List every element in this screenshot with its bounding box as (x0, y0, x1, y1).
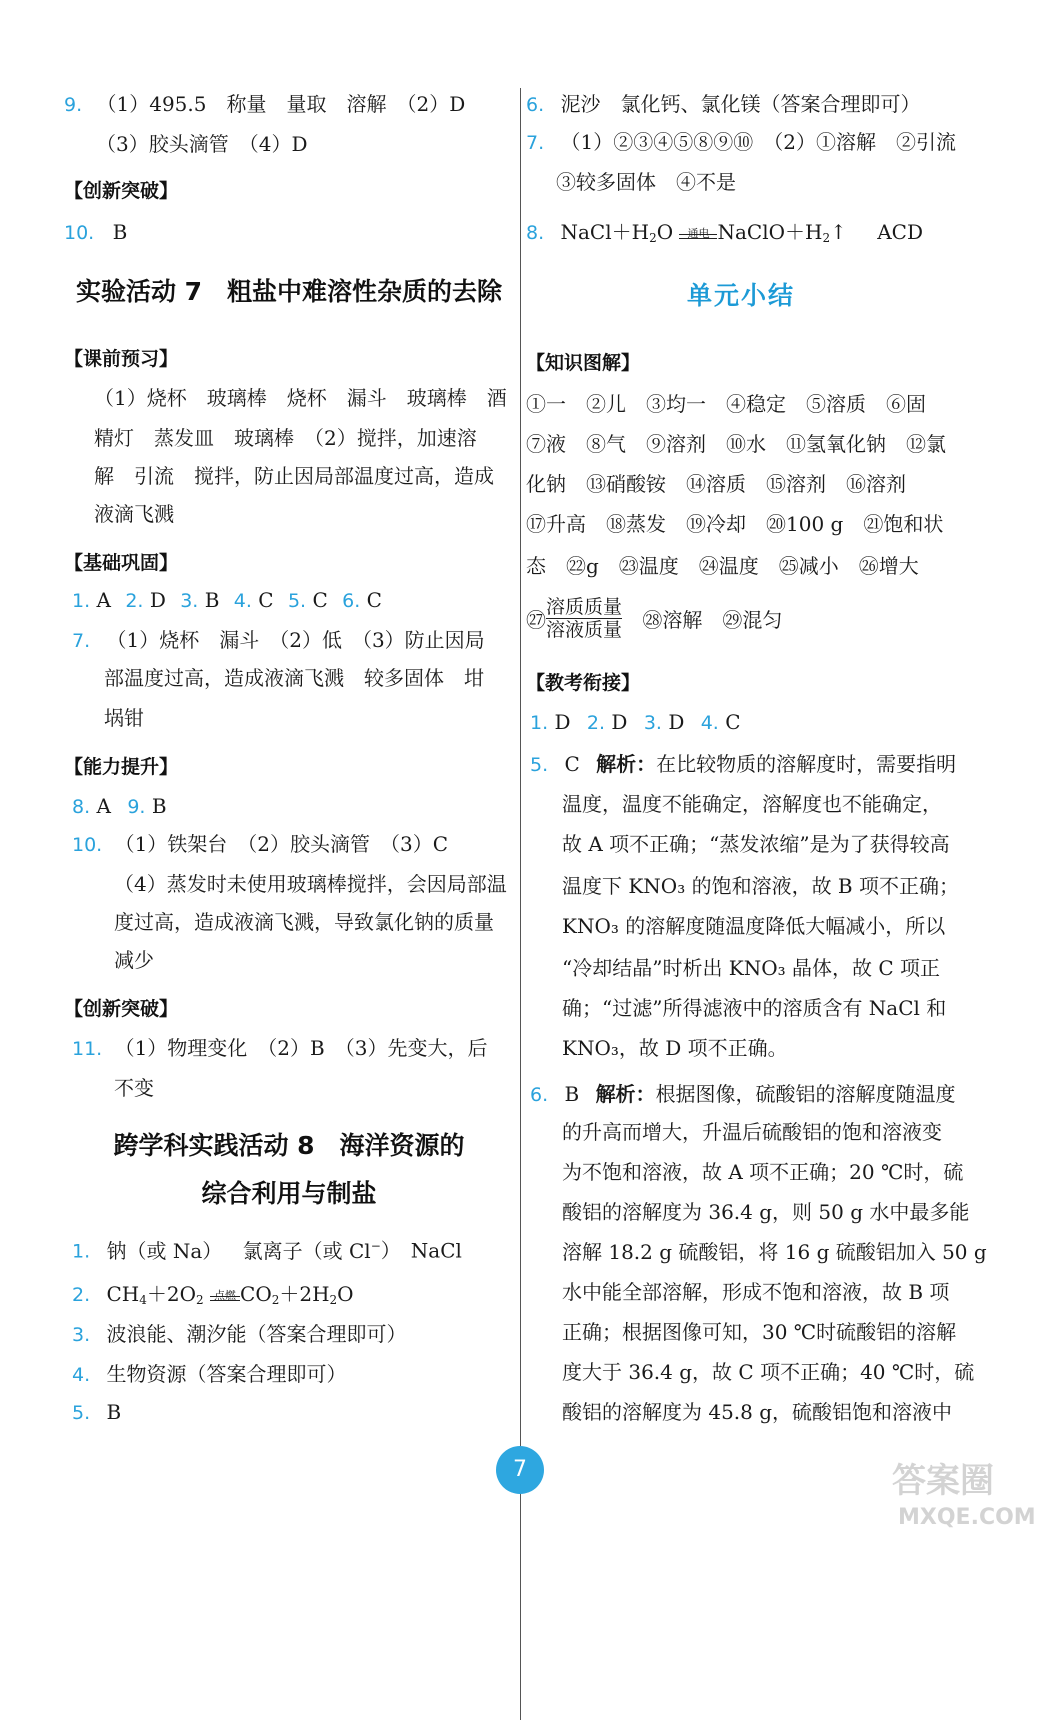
e5-line7: 确；“过滤”所得滤液中的溶质含有 NaCl 和 (562, 996, 947, 1020)
e5-line2: 温度，温度不能确定，溶解度也不能确定， (562, 792, 942, 816)
reaction-condition-ignite: 点燃 (210, 1290, 240, 1301)
e6-line1: 6. B 解析：根据图像，硫酸铝的溶解度随温度 (530, 1082, 956, 1106)
heading-activity-8-line1: 跨学科实践活动 8 海洋资源的 (113, 1131, 465, 1160)
e5-line5: KNO₃ 的溶解度随温度降低大幅减小，所以 (562, 914, 946, 938)
q11-line2: 不变 (114, 1076, 154, 1100)
e5-line4: 温度下 KNO₃ 的饱和溶液，故 B 项不正确； (562, 874, 959, 898)
basic-answers: 1. A 2. D 3. B 4. C 5. C 6. C (72, 588, 382, 612)
e5-line1: 5. C 解析：在比较物质的溶解度时，需要指明 (530, 752, 957, 776)
q10b-line3: 度过高，造成液滴飞溅，导致氯化钠的质量 (114, 910, 494, 934)
knowledge-line-5: 态 ㉒g ㉓温度 ㉔温度 ㉕减小 ㉖增大 (526, 554, 919, 578)
r6: 6. 泥沙 氯化钙、氯化镁（答案合理即可） (526, 92, 921, 116)
preview-line-3: 解 引流 搅拌，防止因局部温度过高，造成 (94, 464, 494, 488)
page-number: 7 (496, 1446, 544, 1494)
preview-line-1: （1）烧杯 玻璃棒 烧杯 漏斗 玻璃棒 酒 (94, 386, 507, 410)
section-basic: 【基础巩固】 (64, 552, 179, 574)
e5-line3: 故 A 项不正确；“蒸发浓缩”是为了获得较高 (562, 832, 950, 856)
q11-line1: 11. （1）物理变化 （2）B （3）先变大，后 (72, 1036, 488, 1060)
p4: 4. 生物资源（答案合理即可） (72, 1362, 347, 1386)
section-preview: 【课前预习】 (64, 348, 179, 370)
e5-line6: “冷却结晶”时析出 KNO₃ 晶体，故 C 项正 (562, 956, 941, 980)
e6-line4: 酸铝的溶解度为 36.4 g，则 50 g 水中最多能 (562, 1200, 970, 1224)
q10b-line2: （4）蒸发时未使用玻璃棒搅拌，会因局部温 (114, 872, 507, 896)
knowledge-line-6: ㉗ $\frac{\text{溶质质量}}{\text{溶液质量}}$ ㉘溶解 ㉙混匀 (526, 596, 783, 641)
reaction-condition-electrolysis: 通电 (679, 228, 717, 239)
p1: 1. 钠（或 Na） 氯离子（或 Cl−） NaCl (72, 1238, 462, 1263)
unit-summary-title: 单元小结 (686, 281, 795, 310)
p2-equation: 2. $CH_4+2O_2$ 点燃 $CO_2+2H_2O$ (72, 1282, 354, 1307)
heading-activity-8-line2: 综合利用与制盐 (201, 1179, 377, 1208)
r7-line2: ③较多固体 ④不是 (556, 170, 736, 194)
e6-line2: 的升高而增大，升温后硫酸铝的饱和溶液变 (562, 1120, 942, 1144)
preview-line-2: 精灯 蒸发皿 玻璃棒 （2）搅拌，加速溶 (94, 426, 477, 450)
knowledge-line-2: ⑦液 ⑧气 ⑨溶剂 ⑩水 ⑪氢氧化钠 ⑫氯 (526, 432, 946, 456)
e6-line3: 为不饱和溶液，故 A 项不正确；20 ℃时，硫 (562, 1160, 964, 1184)
section-innovation-2: 【创新突破】 (64, 998, 179, 1020)
knowledge-line-4: ⑰升高 ⑱蒸发 ⑲冷却 ⑳100 g ㉑饱和状 (526, 512, 944, 536)
r8-equation: 8. $NaCl+H_2O$ 通电 $NaClO+H_2↑$ ACD (526, 220, 923, 245)
p3: 3. 波浪能、潮汐能（答案合理即可） (72, 1322, 407, 1346)
e6-line6: 水中能全部溶解，形成不饱和溶液，故 B 项 (562, 1280, 950, 1304)
q9-line2: （3）胶头滴管 （4）D (96, 132, 308, 156)
e6-line7: 正确；根据图像可知，30 ℃时硫酸铝的溶解 (562, 1320, 957, 1344)
e6-line5: 溶解 18.2 g 硫酸铝，将 16 g 硫酸铝加入 50 g (562, 1240, 987, 1264)
q7-line2: 部温度过高，造成液滴飞溅 较多固体 坩 (104, 666, 484, 690)
r7-line1: 7. （1）②③④⑤⑧⑨⑩ （2）①溶解 ②引流 (526, 130, 956, 154)
e6-line8: 度大于 36.4 g，故 C 项不正确；40 ℃时，硫 (562, 1360, 975, 1384)
q7-line1: 7. （1）烧杯 漏斗 （2）低 （3）防止因局 (72, 628, 485, 652)
watermark-text: 答案圈 (892, 1461, 994, 1501)
p5: 5. B (72, 1400, 122, 1424)
knowledge-line-3: 化钠 ⑬硝酸铵 ⑭溶质 ⑮溶剂 ⑯溶剂 (526, 472, 906, 496)
q8-q9: 8. A 9. B (72, 794, 167, 818)
q7-line3: 埚钳 (104, 706, 144, 730)
exam-answers: 1. D 2. D 3. D 4. C (530, 710, 741, 734)
heading-activity-7: 实验活动 7 粗盐中难溶性杂质的去除 (75, 277, 503, 306)
q9-line1: 9. （1）495.5 称量 量取 溶解 （2）D (64, 92, 466, 116)
section-innovation-1: 【创新突破】 (64, 180, 179, 202)
section-exam: 【教考衔接】 (526, 672, 641, 694)
q10b-line4: 减少 (114, 948, 154, 972)
section-knowledge: 【知识图解】 (526, 352, 641, 374)
watermark-url: MXQE.COM (898, 1505, 1036, 1530)
q10: 10. B (64, 220, 128, 244)
e6-line9: 酸铝的溶解度为 45.8 g，硫酸铝饱和溶液中 (562, 1400, 953, 1424)
e5-line8: KNO₃，故 D 项不正确。 (562, 1036, 788, 1060)
watermark-logo (888, 1452, 1058, 1532)
section-ability: 【能力提升】 (64, 756, 179, 778)
knowledge-line-1: ①一 ②儿 ③均一 ④稳定 ⑤溶质 ⑥固 (526, 392, 926, 416)
mass-fraction: $\frac{\text{溶质质量}}{\text{溶液质量}}$ (546, 596, 623, 641)
preview-line-4: 液滴飞溅 (94, 502, 174, 526)
q10b-line1: 10. （1）铁架台 （2）胶头滴管 （3）C (72, 832, 449, 856)
